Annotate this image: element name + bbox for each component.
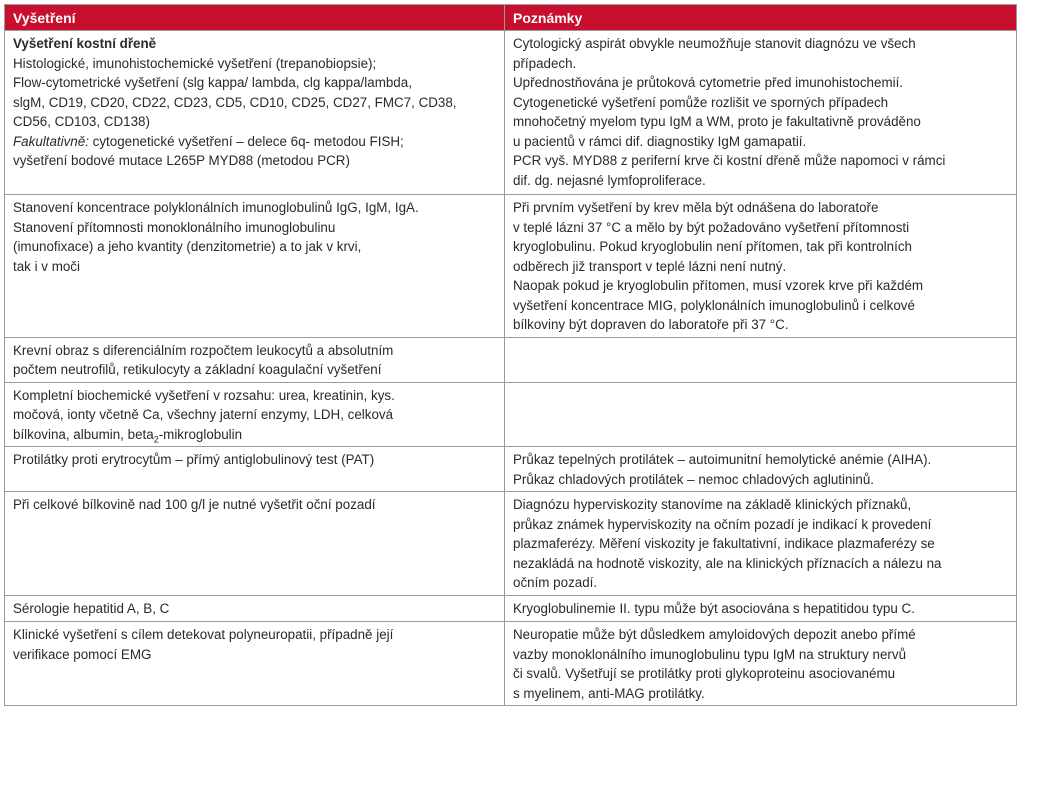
text-line: případech. — [513, 55, 577, 71]
examination-cell — [5, 337, 505, 382]
text-line — [13, 425, 496, 445]
text-line: Cytologický aspirát obvykle neumožňuje stanovit diagnózu ve všech — [513, 36, 916, 51]
text-line: Krevní obraz s diferenciálním rozpočtem leukocytů a absolutním — [13, 342, 394, 358]
text-line: slgM, CD19, CD20, CD22, CD23, CD5, CD10, CD25, CD27, FMC7, CD38, — [13, 94, 457, 110]
notes-cell — [505, 596, 1017, 622]
examination-cell — [5, 31, 505, 195]
text-line: bílkoviny být dopraven do laboratoře při 37 °C. — [513, 317, 789, 332]
text-line: Protilátky proti erytrocytům – přímý antiglobulinový test (PAT) — [13, 452, 375, 467]
table-row — [5, 447, 1017, 492]
examination-cell — [5, 622, 505, 706]
notes-cell — [505, 382, 1017, 447]
table-header-row — [5, 5, 1017, 31]
notes-cell — [505, 492, 1017, 596]
column-header-notes: Poznámky — [505, 5, 1017, 31]
text-line: Stanovení koncentrace polyklonálních imunoglobulinů IgG, IgM, IgA. — [13, 200, 419, 215]
text-line: Flow-cytometrické vyšetření (slg kappa/ lambda, clg kappa/lambda, — [13, 75, 412, 90]
text-line: (imunofixace) a jeho kvantity (denzitometrie) a to jak v krvi, — [13, 239, 362, 254]
optional-label: Fakultativně: — [13, 133, 89, 149]
text-line: Naopak pokud je kryoglobulin přítomen, musí vzorek krve při každém — [513, 278, 924, 293]
text-line: Průkaz chladových protilátek – nemoc chladových aglutininů. — [513, 471, 875, 487]
examination-cell — [5, 492, 505, 596]
text-line: vyšetření bodové mutace L265P MYD88 (metodou PCR) — [13, 153, 350, 168]
text-line: vazby monoklonálního imunoglobulinu typu IgM na struktury nervů — [513, 646, 907, 662]
text-line: Diagnózu hyperviskozity stanovíme na základě klinických příznaků, — [513, 497, 912, 512]
text-line: v teplé lázni 37 °C a mělo by být požadováno vyšetření přítomnosti — [513, 219, 910, 235]
text-line: či svalů. Vyšetřují se protilátky proti glykoproteinu asociovanému — [513, 666, 896, 681]
text-fragment: -mikroglobulin — [158, 426, 243, 442]
text-line: s myelinem, anti-MAG protilátky. — [513, 685, 705, 701]
examination-title: Vyšetření kostní dřeně — [13, 36, 157, 51]
text-line: vyšetření koncentrace MIG, polyklonálních imunoglobulinů i celkové — [513, 297, 915, 313]
text-line: u pacientů v rámci dif. diagnostiky IgM gamapatií. — [513, 133, 807, 149]
table-row — [5, 195, 1017, 338]
table-row — [5, 596, 1017, 622]
text-line: Sérologie hepatitid A, B, C — [13, 601, 170, 616]
text-line: mnohočetný myelom typu IgM a WM, proto je fakultativně prováděno — [513, 114, 921, 129]
text-line: očním pozadí. — [513, 575, 598, 590]
text-line: nezakládá na hodnotě viskozity, ale na klinických příznacích a nálezu na — [513, 555, 942, 571]
text-line: kryoglobulinu. Pokud kryoglobulin není přítomen, tak při kontrolních — [513, 239, 912, 254]
examination-cell — [5, 195, 505, 338]
text-fragment: bílkovina, albumin, beta — [13, 426, 154, 442]
text-line: plazmaferézy. Měření viskozity je fakultativní, indikace plazmaferézy se — [513, 536, 935, 551]
text-line: Stanovení přítomnosti monoklonálního imunoglobulinu — [13, 219, 336, 235]
notes-cell — [505, 447, 1017, 492]
text-line: Kompletní biochemické vyšetření v rozsahu: urea, kreatinin, kys. — [13, 387, 395, 403]
text-line: CD56, CD103, CD138) — [13, 114, 150, 129]
table-row — [5, 337, 1017, 382]
table-row — [5, 492, 1017, 596]
table-row — [5, 622, 1017, 706]
text-line: Histologické, imunohistochemické vyšetření (trepanobiopsie); — [13, 55, 377, 71]
notes-cell — [505, 622, 1017, 706]
text-line: Cytogenetické vyšetření pomůže rozlišit ve sporných případech — [513, 94, 889, 110]
text-line: PCR vyš. MYD88 z periferní krve či kostní dřeně může napomoci v rámci — [513, 153, 946, 168]
text-line: močová, ionty včetně Ca, všechny jaterní enzymy, LDH, celková — [13, 407, 394, 422]
column-header-examination: Vyšetření — [5, 5, 505, 31]
text-line: Při celkové bílkovině nad 100 g/l je nutné vyšetřit oční pozadí — [13, 497, 376, 512]
subscript: 2 — [153, 434, 159, 445]
notes-cell — [505, 195, 1017, 338]
examinations-table — [4, 4, 1017, 706]
text-line: Průkaz tepelných protilátek – autoimunitní hemolytické anémie (AIHA). — [513, 452, 932, 467]
table-row — [5, 382, 1017, 447]
examination-cell — [5, 382, 505, 447]
notes-cell — [505, 31, 1017, 195]
text-fragment: cytogenetické vyšetření – delece 6q- metodou FISH; — [88, 133, 404, 149]
text-line: dif. dg. nejasné lymfoproliferace. — [513, 172, 706, 188]
text-line: tak i v moči — [13, 258, 80, 274]
notes-cell — [505, 337, 1017, 382]
text-line: průkaz známek hyperviskozity na očním pozadí je indikací k provedení — [513, 516, 932, 532]
examination-cell — [5, 596, 505, 622]
text-line: Upřednostňována je průtoková cytometrie před imunohistochemií. — [513, 75, 904, 90]
text-line: počtem neutrofilů, retikulocyty a základní koagulační vyšetření — [13, 362, 382, 377]
table-row — [5, 31, 1017, 195]
examination-cell — [5, 447, 505, 492]
text-line: verifikace pomocí EMG — [13, 646, 152, 662]
text-line: Kryoglobulinemie II. typu může být asociována s hepatitidou typu C. — [513, 601, 915, 616]
text-line — [13, 132, 496, 152]
text-line: Při prvním vyšetření by krev měla být odnášena do laboratoře — [513, 200, 879, 215]
text-line: Neuropatie může být důsledkem amyloidových depozit anebo přímé — [513, 627, 916, 642]
text-line: Klinické vyšetření s cílem detekovat polyneuropatii, případně její — [13, 627, 394, 642]
text-line: odběrech již transport v teplé lázni není nutný. — [513, 258, 787, 274]
